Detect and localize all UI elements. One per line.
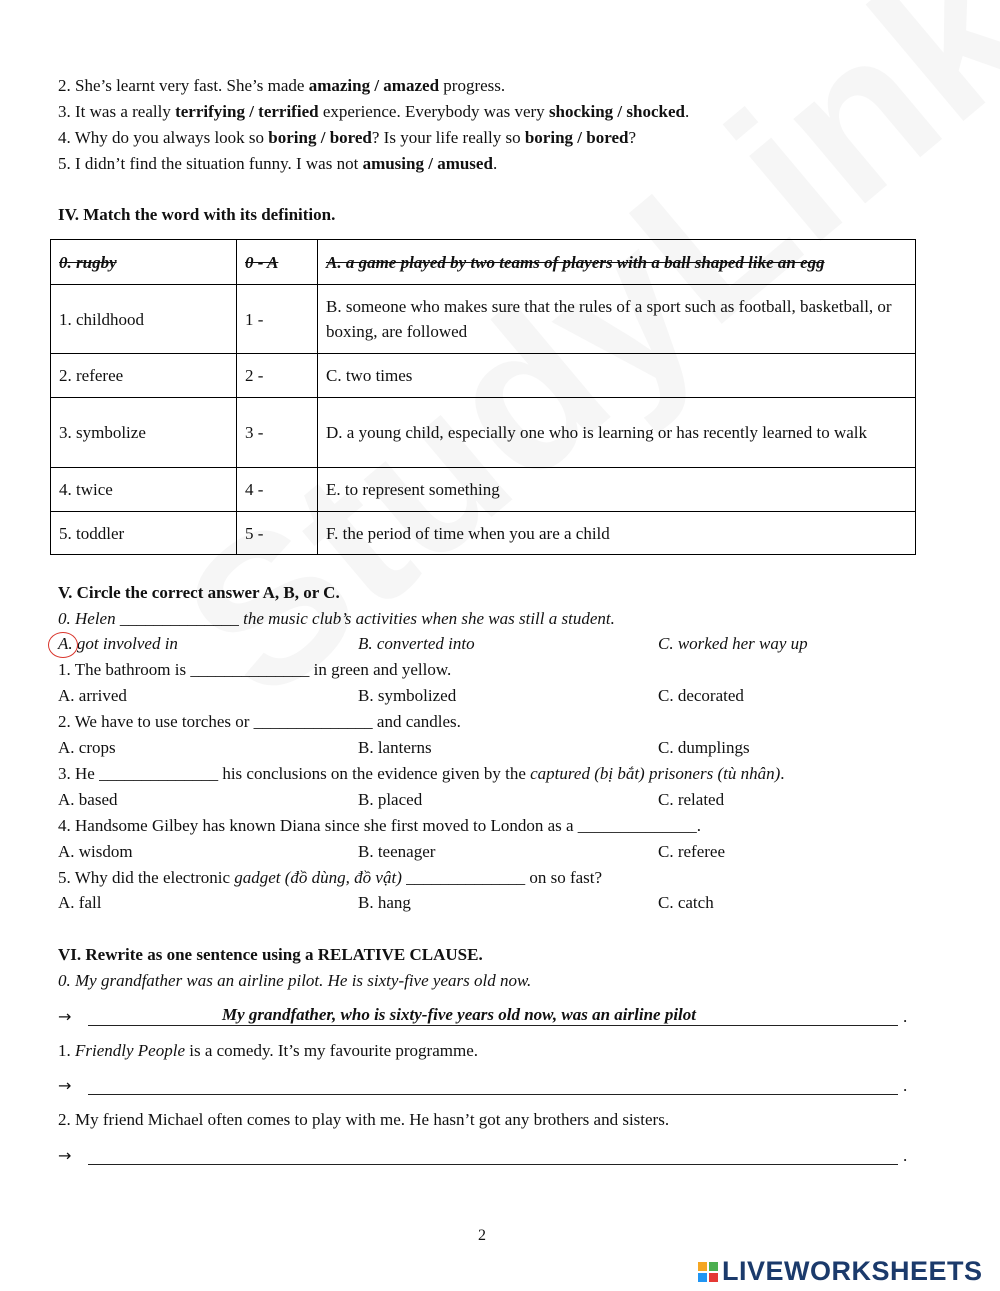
answer-cell: 0 - A — [236, 240, 317, 284]
table-row — [51, 284, 915, 353]
word-cell: 1. childhood — [59, 309, 144, 329]
word-cell: 3. symbolize — [59, 423, 146, 442]
period: . — [903, 1007, 908, 1026]
arrow-icon: → — [58, 1007, 72, 1026]
q2-option-c[interactable]: C. dumplings — [658, 738, 750, 757]
match-table — [50, 239, 916, 555]
table-row — [51, 397, 915, 467]
s3-line-3: 3. It was a really terrifying / terrified experience. Everybody was very shocking / shocked. — [58, 102, 690, 121]
q5-option-c[interactable]: C. catch — [658, 893, 714, 912]
section5-heading: V. Circle the correct answer A, B, or C. — [58, 583, 340, 602]
q0-text: 0. Helen ______________ the music club’s activities when she was still a student. — [58, 609, 615, 628]
section4-heading: IV. Match the word with its definition. — [58, 205, 336, 224]
definition-cell: D. a young child, especially one who is learning or has recently learned to walk — [317, 398, 915, 467]
section6-heading: VI. Rewrite as one sentence using a RELATIVE CLAUSE. — [58, 945, 483, 964]
example-answer: My grandfather, who is sixty-five years old now, was an airline pilot — [222, 1005, 696, 1024]
table-row — [51, 511, 915, 554]
q5-option-a[interactable]: A. fall — [58, 893, 102, 912]
definition-cell: A. a game played by two teams of players with a ball shaped like an egg — [317, 240, 915, 284]
table-row — [51, 467, 915, 511]
period: . — [903, 1146, 908, 1165]
answer-cell[interactable]: 4 - — [236, 468, 317, 511]
q0-option-a[interactable]: A. got involved in — [58, 634, 178, 653]
definition-cell: E. to represent something — [317, 468, 915, 511]
word-cell: 4. twice — [59, 480, 113, 499]
rewrite-q2-input[interactable] — [88, 1146, 898, 1165]
q4-option-c[interactable]: C. referee — [658, 842, 726, 861]
definition-cell: C. two times — [317, 354, 915, 397]
s3-line-4: 4. Why do you always look so boring / bored? Is your life really so boring / bored? — [58, 128, 636, 147]
definition-cell: B. someone who makes sure that the rules of a sport such as football, basketball, or boxing, are followed — [317, 285, 915, 353]
q4-text: 4. Handsome Gilbey has known Diana since she first moved to London as a ______________. — [58, 816, 702, 835]
q3-option-b[interactable]: B. placed — [358, 790, 423, 809]
rewrite-q1-input[interactable] — [88, 1076, 898, 1095]
answer-cell[interactable]: 3 - — [236, 398, 317, 467]
arrow-icon: → — [58, 1146, 72, 1165]
q3-option-a[interactable]: A. based — [58, 790, 118, 809]
brand-name: LIVEWORKSHEETS — [722, 1256, 983, 1286]
q5-option-b[interactable]: B. hang — [358, 893, 411, 912]
q2-text: 2. We have to use torches or ______________ and candles. — [58, 712, 461, 731]
table-row — [51, 353, 915, 397]
q3-text: 3. He ______________ his conclusions on the evidence given by the captured (bị bắt) prisoners (tù nhân). — [58, 764, 785, 783]
q2-option-a[interactable]: A. crops — [58, 738, 116, 757]
s3-line-5: 5. I didn’t find the situation funny. I was not amusing / amused. — [58, 154, 498, 173]
q1-option-a[interactable]: A. arrived — [58, 686, 127, 705]
q1-text: 1. The bathroom is ______________ in green and yellow. — [58, 660, 452, 679]
q4-option-a[interactable]: A. wisdom — [58, 842, 133, 861]
page-number: 2 — [478, 1227, 486, 1244]
q1-option-b[interactable]: B. symbolized — [358, 686, 457, 705]
rewrite-q2-text: 2. My friend Michael often comes to play with me. He hasn’t got any brothers and sisters. — [58, 1110, 670, 1129]
rewrite-q1-text: 1. Friendly People is a comedy. It’s my favourite programme. — [58, 1041, 479, 1060]
q5-text: 5. Why did the electronic gadget (đồ dùng, đồ vật) ______________ on so fast? — [58, 868, 603, 887]
definition-cell: F. the period of time when you are a child — [317, 512, 915, 554]
answer-cell[interactable]: 5 - — [236, 512, 317, 554]
period: . — [903, 1076, 908, 1095]
answer-cell[interactable]: 2 - — [236, 354, 317, 397]
answer-cell[interactable]: 1 - — [236, 285, 317, 353]
word-cell: 0. rugby — [59, 252, 117, 272]
liveworksheets-logo[interactable] — [698, 1256, 983, 1287]
word-cell: 2. referee — [59, 366, 124, 385]
answer-circle-mark — [48, 632, 78, 658]
table-row — [51, 240, 915, 284]
q0-option-b[interactable]: B. converted into — [358, 634, 475, 653]
arrow-icon: → — [58, 1076, 72, 1095]
s3-line-2: 2. She’s learnt very fast. She’s made amazing / amazed progress. — [58, 76, 506, 95]
logo-blocks-icon — [698, 1262, 718, 1282]
q3-option-c[interactable]: C. related — [658, 790, 725, 809]
q2-option-b[interactable]: B. lanterns — [358, 738, 432, 757]
q0-option-c[interactable]: C. worked her way up — [658, 634, 808, 653]
example-sentence: 0. My grandfather was an airline pilot. He is sixty-five years old now. — [58, 971, 532, 990]
word-cell: 5. toddler — [59, 523, 125, 543]
q4-option-b[interactable]: B. teenager — [358, 842, 436, 861]
q1-option-c[interactable]: C. decorated — [658, 686, 744, 705]
